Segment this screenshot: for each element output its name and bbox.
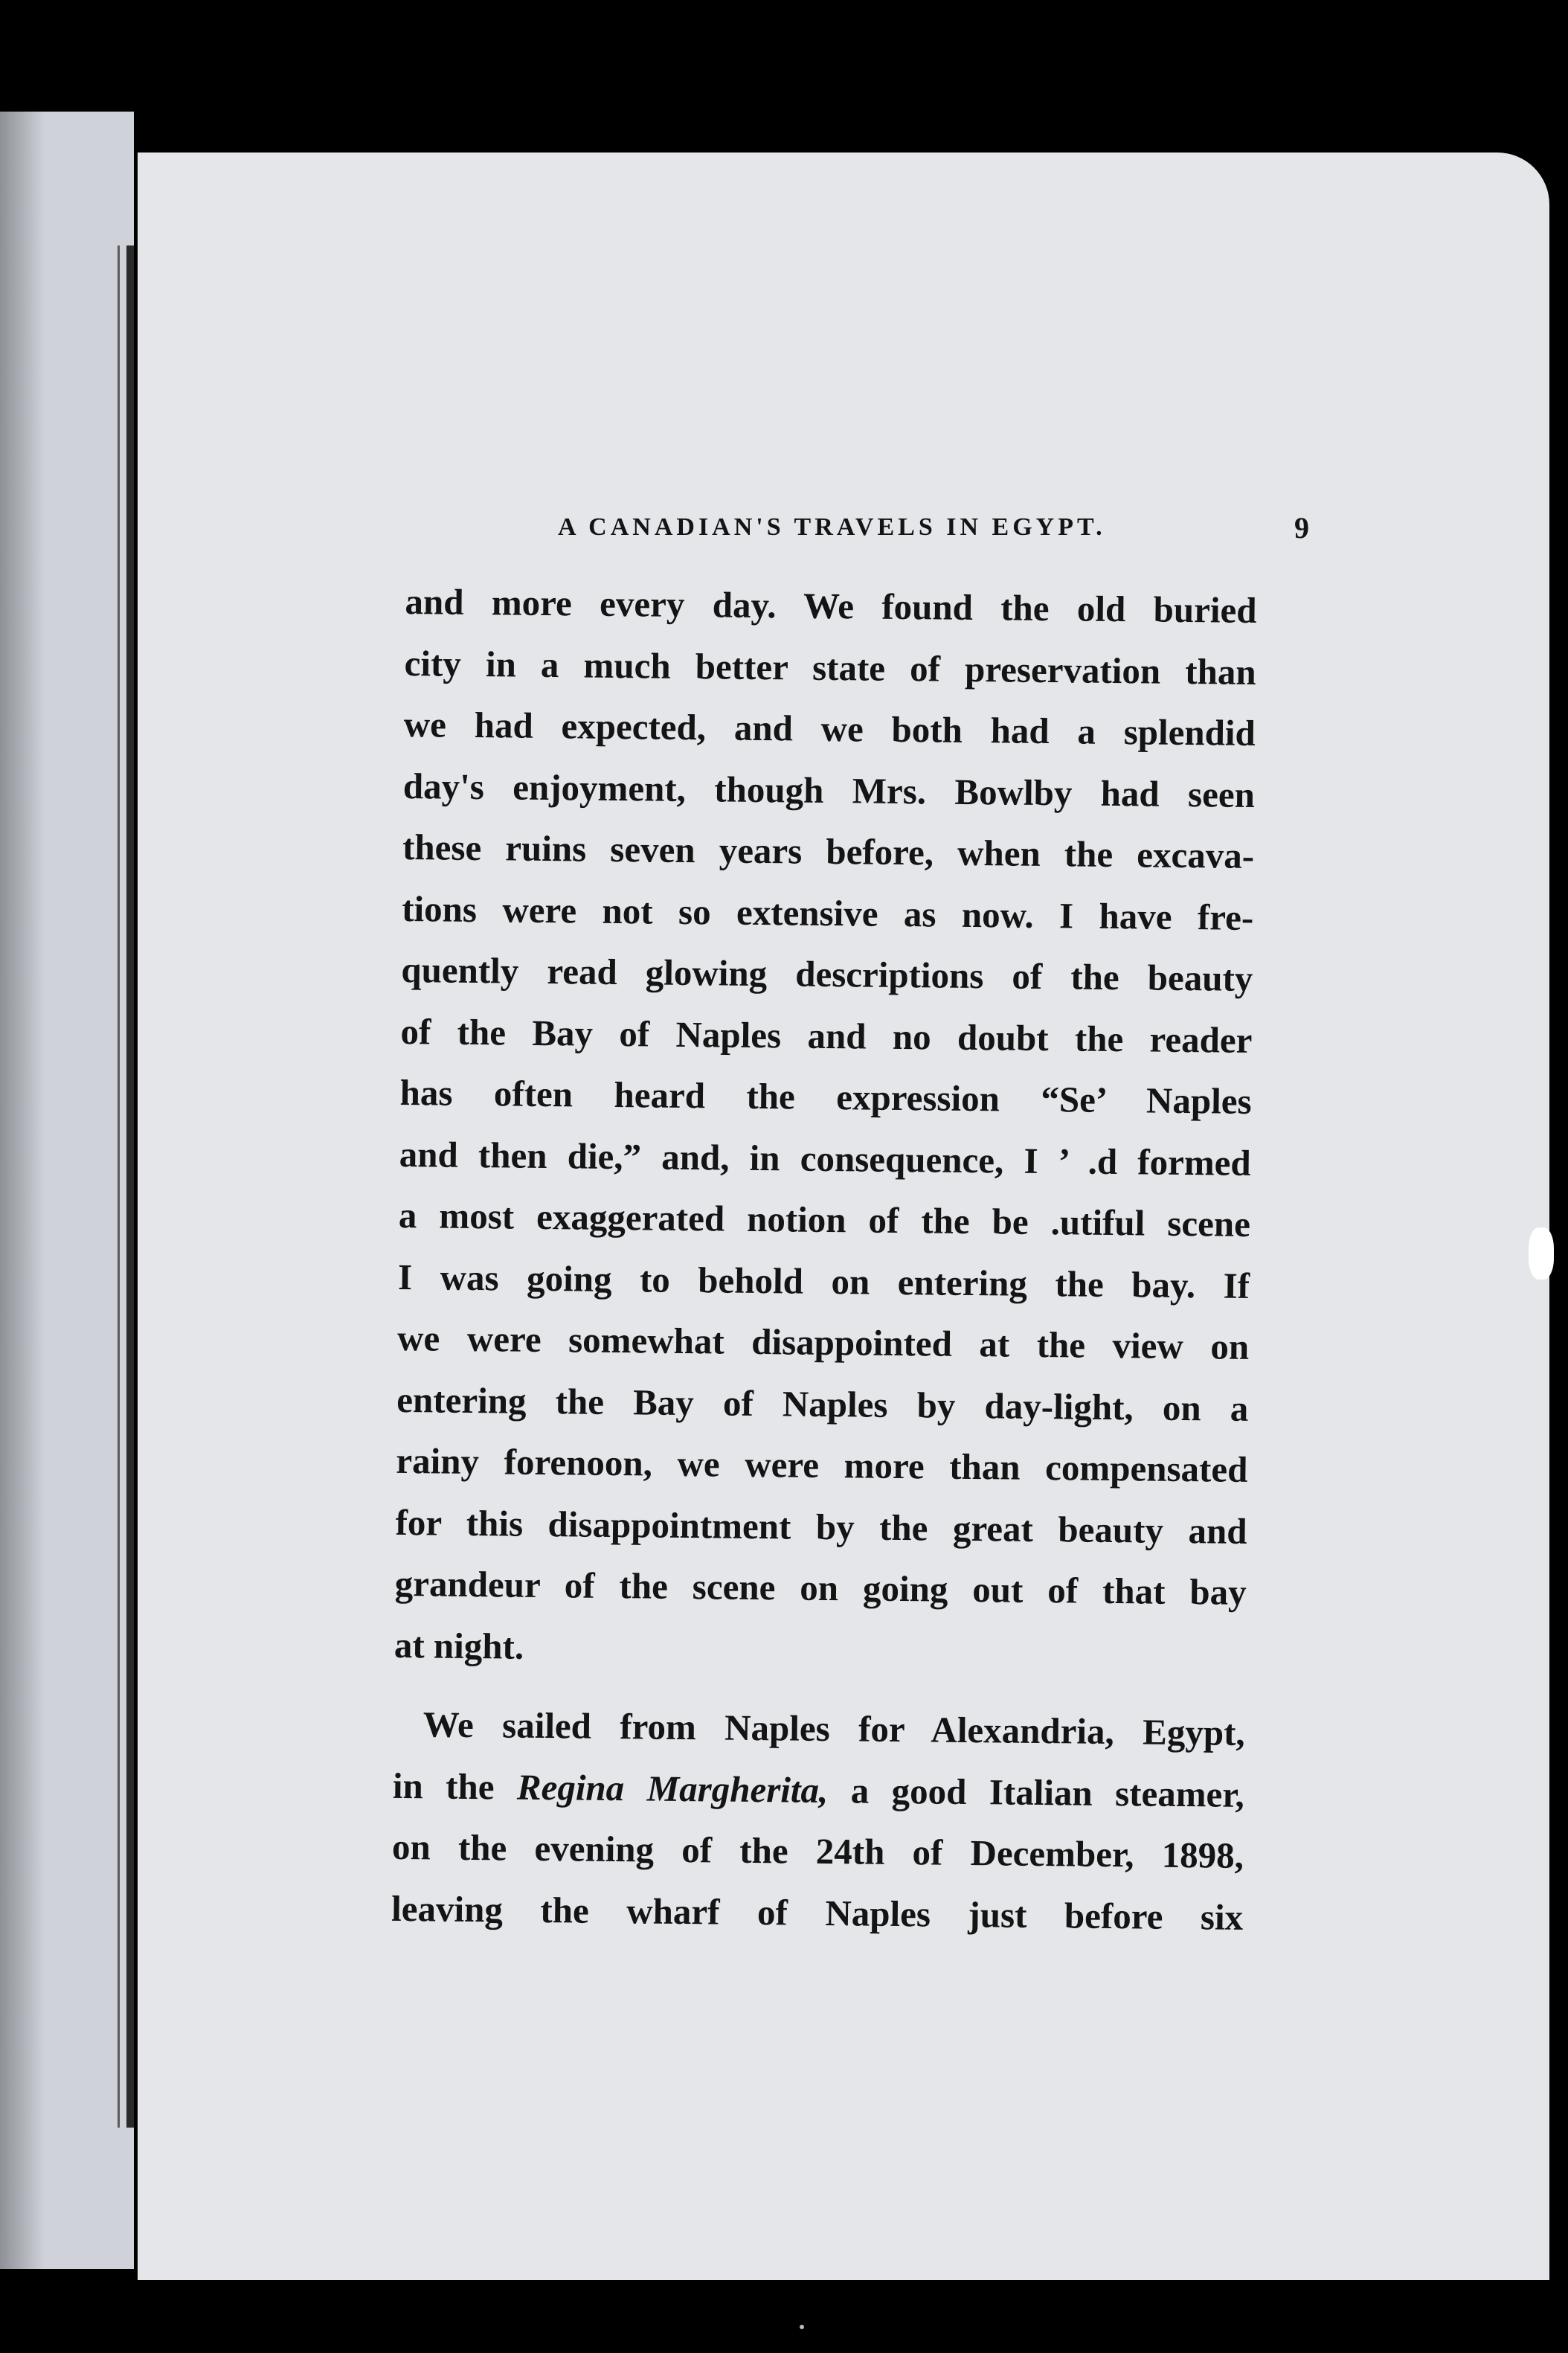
scan-artifact [800, 2325, 804, 2329]
text-line [392, 1755, 1244, 1825]
text-line: of the Bay of Naples and no doubt the reader [400, 1010, 1253, 1061]
text-line: on the evening of the 24th of December, 1898, [391, 1826, 1244, 1876]
text-line: we had expected, and we both had a splendid [403, 703, 1256, 754]
text-line: has often heard the expression “Se’ Naples [399, 1071, 1252, 1122]
book-spine [126, 245, 134, 2128]
facing-page-shadow [0, 112, 45, 2269]
text-line: for this disappointment by the great beauty and [395, 1501, 1247, 1552]
running-title: A CANADIAN'S TRAVELS IN EGYPT. [558, 513, 1106, 541]
text-line: and more every day. We found the old buried [405, 580, 1257, 631]
line-segment: in the [392, 1765, 518, 1808]
binding-line [118, 245, 120, 2128]
page-header [558, 513, 1309, 558]
text-line: tions were not so extensive as now. I have fre- [401, 887, 1254, 938]
text-line: We sailed from Naples for Alexandria, Egypt, [422, 1704, 1245, 1753]
body-text [391, 571, 1257, 1948]
text-line: rainy forenoon, we were more than compensated [396, 1439, 1248, 1490]
ship-name: Regina Margherita, [516, 1766, 829, 1811]
page-number: 9 [1294, 511, 1309, 545]
text-line: a most exaggerated notion of the be .utiful scene [398, 1194, 1251, 1245]
text-line: leaving the wharf of Naples just before six [391, 1887, 1244, 1938]
text-line: and then die,” and, in consequence, I ’ .d formed [399, 1133, 1252, 1184]
text-line: I was going to behold on entering the bay. If [397, 1256, 1250, 1306]
text-line: at night. [393, 1624, 524, 1667]
text-line: entering the Bay of Naples by day-light, on a [396, 1378, 1249, 1429]
text-line: these ruins seven years before, when the excava- [402, 826, 1255, 876]
line-segment: a good Italian steamer, [828, 1769, 1245, 1815]
text-line: city in a much better state of preservation than [404, 642, 1256, 693]
text-line: grandeur of the scene on going out of that bay [394, 1562, 1247, 1613]
scan-artifact [1529, 1227, 1554, 1280]
text-line: day's enjoyment, though Mrs. Bowlby had seen [402, 765, 1256, 815]
text-line: quently read glowing descriptions of the beauty [401, 948, 1253, 999]
text-line: we were somewhat disappointed at the view on [396, 1317, 1250, 1367]
